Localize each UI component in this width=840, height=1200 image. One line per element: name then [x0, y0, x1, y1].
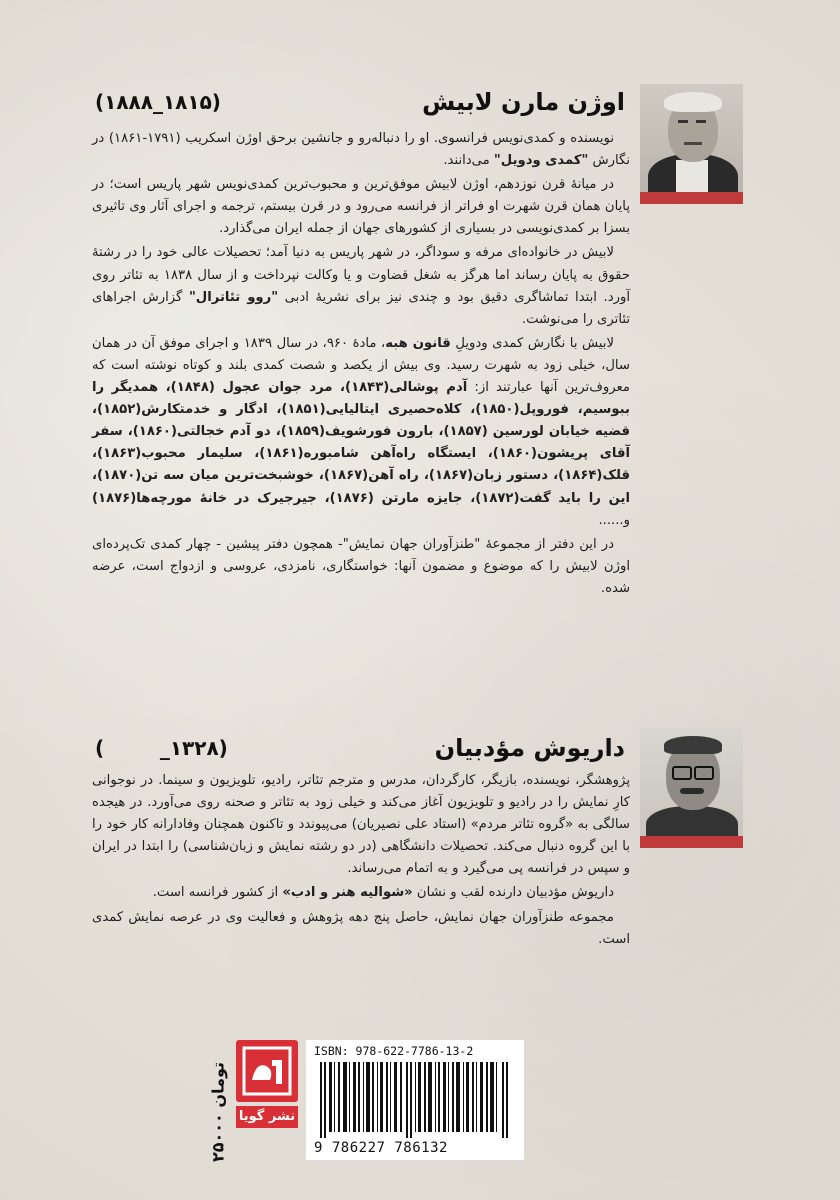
- portrait-labiche: [640, 84, 743, 204]
- bio-paragraph: لابیش با نگارش کمدی ودویلِ قانون هبه، مادهٔ ۹۶۰، در سال ۱۸۳۹ و اجرای موفق آن در همان سال، خیلی زود به شهرت رسید. وی بیش از یکصد و شصت کمدی بلند و کوتاه نوشته است که معروف‌ترین آنها عبارتند از: آدم پوشالی(۱۸۴۳)، مرد جوان عجول (۱۸۴۸)، همدیگر را ببوسیم، فوروپل(۱۸۵۰)، کلاه‌حصیری ایتالیایی(۱۸۵۱)، ادگار و خدمتکارش(۱۸۵۲)، قضیه خیابان لورسین (۱۸۵۷)، بارون فورشویف(۱۸۵۹)، دو آدم خجالتی(۱۸۶۰)، سفر آقای پریشون(۱۸۶۰)، ایستگاه راه‌آهن شامبوره(۱۸۶۱)، سلیمار محبوب(۱۸۶۳)، قلک(۱۸۶۴)، دستور زبان(۱۸۶۷)، راه آهن(۱۸۶۷)، خوشبخت‌ترین میان سه تن(۱۸۷۰)، این را باید گفت(۱۸۷۲)، جایزه مارتن (۱۸۷۶)، جیرجیرک در خانهٔ مورچه‌ها(۱۸۷۶) و......: [92, 335, 630, 528]
- publisher-logo-icon: [236, 1040, 298, 1102]
- publisher-name: نشر گویا: [236, 1106, 298, 1128]
- bio-moadabian: [92, 770, 630, 953]
- author-name: اوژن مارن لابیش: [422, 88, 625, 116]
- portrait-moadabian: [640, 728, 743, 848]
- isbn-number: ISBN: 978-622-7786-13-2: [314, 1044, 474, 1058]
- bio-paragraph: در میانهٔ قرن نوزدهم، اوژن لابیش موفق‌ترین و محبوب‌ترین کمدی‌نویس شهر پاریس است؛ در پایان همان قرن شهرت او فراتر از فرانسه می‌رود و در قرن بیستم، ترجمه و اجرای آثار وی تاثیری بسزا بر کمدی‌نویسی در بسیاری از کشورهای جهان از جمله ایران می‌گذارد.: [92, 177, 630, 237]
- section-header-labiche: [95, 84, 625, 120]
- author-dates: (۱۸۱۵_۱۸۸۸): [95, 90, 221, 114]
- bio-paragraph: نویسنده و کمدی‌نویس فرانسوی. او را دنباله‌رو و جانشین برحق اوژن اسکریب (۱۷۹۱-۱۸۶۱) در نگارش "کمدی ودویل" می‌دانند.: [92, 131, 630, 169]
- price-label: ۲۵۰۰۰ تومان: [208, 1061, 228, 1162]
- portrait-accent-stripe: [640, 192, 743, 204]
- bio-paragraph: در این دفتر از مجموعهٔ "طنزآوران جهان نمایش"- همچون دفتر پیشین - چهار کمدی تک‌پرده‌ای اوژن لابیش را که موضوع و مضمون آنها: خواستگاری، نامزدی، عروسی و ازدواج است، عرضه شده.: [92, 536, 630, 596]
- bio-paragraph: داریوش مؤدبیان دارنده لقب و نشان «شوالیه هنر و ادب» از کشور فرانسه است.: [152, 885, 614, 901]
- barcode-digits: 9 786227 786132: [314, 1140, 448, 1156]
- bio-paragraph: لابیش در خانواده‌ای مرفه و سوداگر، در شهر پاریس به دنیا آمد؛ تحصیلات عالی خود را در رشتهٔ حقوق به پایان رساند اما هرگز به شغل قضاوت و یا وکالت نپرداخت و از سال ۱۸۳۸ به تئاتر روی آورد. ابتدا تماشاگری دقیق بود و چندی نیز برای نشریهٔ ادبی "روو تئاترال" گزارش اجراهای تئاتری را می‌نوشت.: [92, 245, 631, 327]
- portrait-accent-stripe: [640, 836, 743, 848]
- isbn-barcode: [306, 1040, 524, 1160]
- barcode-bars: [320, 1062, 510, 1138]
- author-dates: (۱۳۲۸_ ): [95, 736, 228, 760]
- author-name: داریوش مؤدبیان: [434, 734, 625, 762]
- bio-paragraph: پژوهشگر، نویسنده، بازیگر، کارگردان، مدرس و مترجم تئاتر، رادیو، تلویزیون و سینما. در نوجوانی کارِ نمایش را در رادیو و تلویزیون آغاز می‌کند و خیلی زود به تئاتر و صحنه روی می‌آورد. در هیجده سالگی به «گروه تئاتر مردم» (استاد علی نصیریان) می‌پیوندد و تاکنون همچنان وفادارانه کار خود را با این گروه دنبال می‌کند. تحصیلات دانشگاهی (در دو رشته نمایش و زبان‌شناسی) را ابتدا در ایران و سپس در فرانسه پی می‌گیرد و به اتمام می‌رساند.: [92, 773, 630, 877]
- publisher-logo: [236, 1040, 298, 1158]
- portrait-photo: [640, 728, 743, 836]
- portrait-photo: [640, 84, 743, 192]
- bio-paragraph: مجموعه طنزآوران جهان نمایش، حاصل پنج دهه پژوهش و فعالیت وی در عرصه نمایش کمدی است.: [92, 909, 630, 947]
- section-header-moadabian: [95, 730, 625, 766]
- bio-labiche: [92, 128, 630, 602]
